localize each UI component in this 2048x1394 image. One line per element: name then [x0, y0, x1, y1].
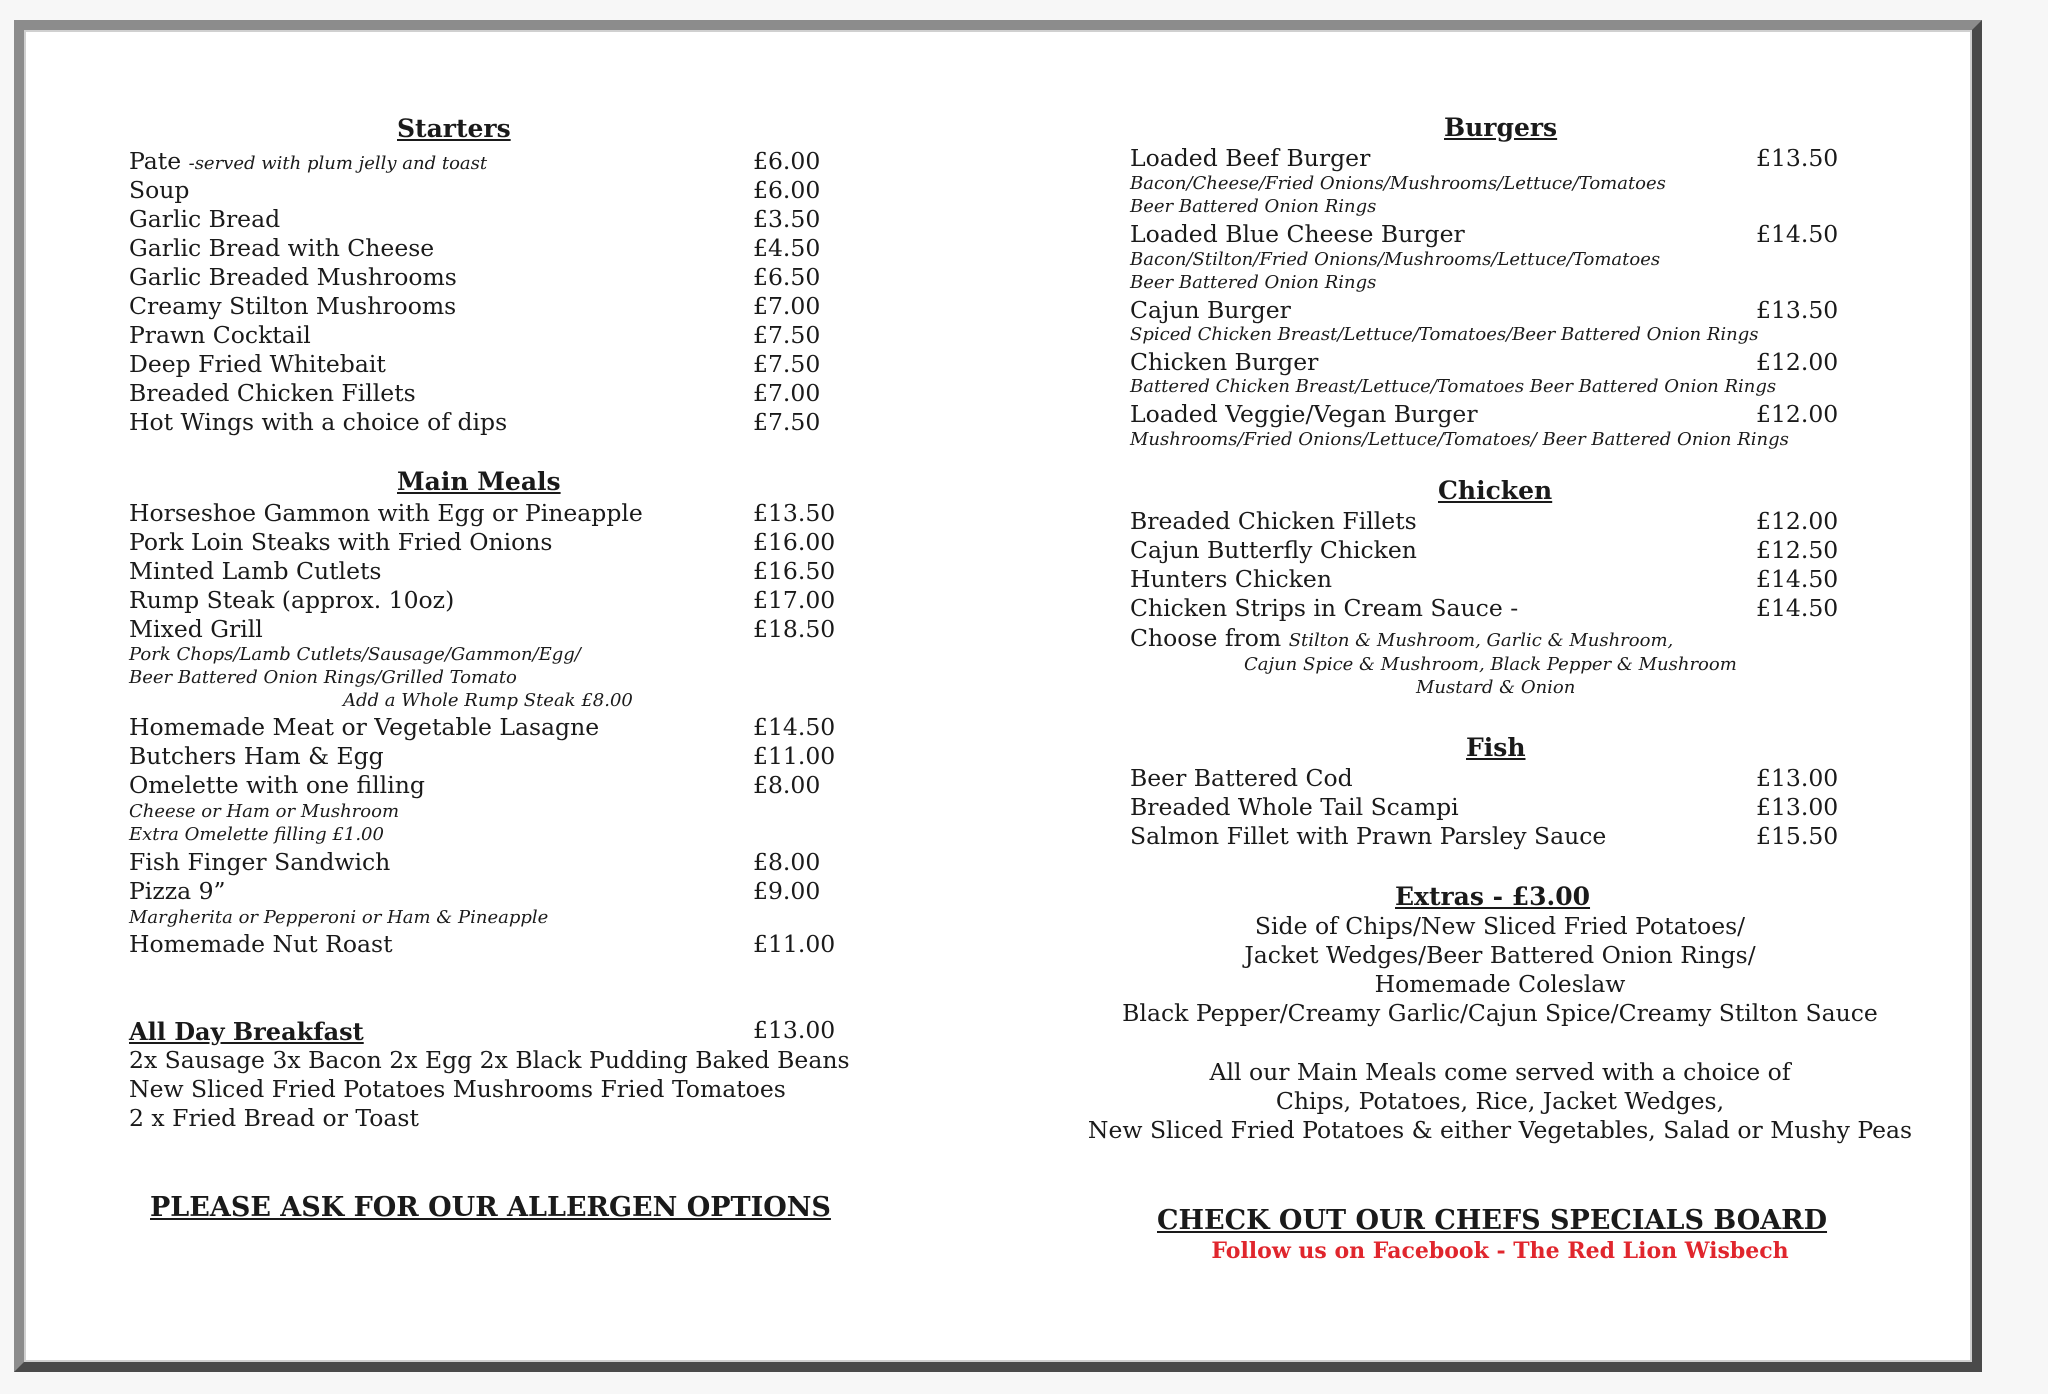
menu-item-price: £11.00: [753, 742, 836, 770]
menu-item-price: £14.50: [1756, 220, 1839, 248]
menu-item-name: Fish Finger Sandwich: [129, 848, 391, 876]
menu-item-price: £6.00: [753, 176, 821, 204]
menu-item-price: £3.50: [753, 205, 821, 233]
menu-item-name: Homemade Nut Roast: [129, 930, 393, 958]
menu-item-name: Minted Lamb Cutlets: [129, 557, 382, 585]
menu-item-price: £12.00: [1756, 400, 1839, 428]
menu-item-name: Garlic Bread with Cheese: [129, 234, 435, 262]
menu-item-desc: Mushrooms/Fried Onions/Lettuce/Tomatoes/ Beer Battered Onion Rings: [1130, 429, 1789, 450]
menu-item-desc: Bacon/Cheese/Fried Onions/Mushrooms/Lettuce/Tomatoes: [1130, 173, 1666, 194]
menu-item-name: Mixed Grill: [129, 615, 263, 643]
menu-item-price: £16.50: [753, 557, 836, 585]
menu-item-price: £12.00: [1756, 507, 1839, 535]
starters-heading: Starters: [397, 114, 511, 143]
menu-item-desc: Pork Chops/Lamb Cutlets/Sausage/Gammon/Egg/: [129, 644, 581, 665]
menu-item-price: £11.00: [753, 930, 836, 958]
menu-item-name: Homemade Meat or Vegetable Lasagne: [129, 713, 600, 741]
menu-item-name: Loaded Beef Burger: [1130, 144, 1371, 172]
menu-item-name: Soup: [129, 176, 190, 204]
menu-item-desc: Cajun Spice & Mushroom, Black Pepper & Mushroom: [1244, 654, 1737, 675]
menu-item-price: £14.50: [1756, 565, 1839, 593]
menu-item-price: £14.50: [1756, 594, 1839, 622]
menu-item-desc: Beer Battered Onion Rings: [1130, 196, 1377, 217]
menu-item-name: Salmon Fillet with Prawn Parsley Sauce: [1130, 822, 1607, 850]
main-meals-note: New Sliced Fried Potatoes & either Vegetables, Salad or Mushy Peas: [1087, 1116, 1913, 1144]
menu-item-name: Hunters Chicken: [1130, 565, 1332, 593]
breakfast-line: 2x Sausage 3x Bacon 2x Egg 2x Black Pudding Baked Beans: [129, 1046, 850, 1074]
menu-item-price: £17.00: [753, 586, 836, 614]
menu-item-name: Loaded Veggie/Vegan Burger: [1130, 400, 1478, 428]
menu-item-name: Breaded Whole Tail Scampi: [1130, 793, 1459, 821]
menu-item-name: Breaded Chicken Fillets: [129, 379, 416, 407]
extras-line: Homemade Coleslaw: [1374, 970, 1626, 998]
menu-item-price: £9.00: [753, 877, 821, 905]
menu-item-name: Horseshoe Gammon with Egg or Pineapple: [129, 499, 643, 527]
menu-item-desc: Spiced Chicken Breast/Lettuce/Tomatoes/Beer Battered Onion Rings: [1130, 324, 1759, 345]
menu-item-name: Garlic Bread: [129, 205, 281, 233]
menu-item-name: Creamy Stilton Mushrooms: [129, 292, 457, 320]
main-meals-heading: Main Meals: [397, 467, 561, 496]
menu-item-price: £18.50: [753, 615, 836, 643]
menu-item-name: Chicken Strips in Cream Sauce -: [1130, 594, 1519, 622]
breakfast-line: New Sliced Fried Potatoes Mushrooms Fried Tomatoes: [129, 1075, 786, 1103]
menu-item-price: £7.50: [753, 321, 821, 349]
menu-item-name: Cajun Butterfly Chicken: [1130, 536, 1417, 564]
menu-item-price: £15.50: [1756, 822, 1839, 850]
menu-item-name: Prawn Cocktail: [129, 321, 311, 349]
chicken-choose-line: Choose from Stilton & Mushroom, Garlic & Mushroom,: [1130, 624, 1674, 652]
menu-item-price: £14.50: [753, 713, 836, 741]
menu-item-desc: Bacon/Stilton/Fried Onions/Mushrooms/Lettuce/Tomatoes: [1130, 249, 1661, 270]
menu-item-name: Loaded Blue Cheese Burger: [1130, 220, 1465, 248]
menu-item-price: £13.00: [753, 1016, 836, 1044]
menu-item-price: £13.00: [1756, 793, 1839, 821]
breakfast-line: 2 x Fried Bread or Toast: [129, 1104, 419, 1132]
menu-item-desc: Beer Battered Onion Rings: [1130, 272, 1377, 293]
extras-heading: Extras - £3.00: [1395, 882, 1591, 911]
menu-item-price: £13.00: [1756, 764, 1839, 792]
menu-item-name: Deep Fried Whitebait: [129, 350, 386, 378]
menu-item-price: £12.00: [1756, 348, 1839, 376]
menu-item-price: £13.50: [753, 499, 836, 527]
menu-item-name: Butchers Ham & Egg: [129, 742, 384, 770]
extras-line: Black Pepper/Creamy Garlic/Cajun Spice/Creamy Stilton Sauce: [1122, 999, 1878, 1027]
menu-item-price: £8.00: [753, 848, 821, 876]
chicken-heading: Chicken: [1438, 476, 1553, 505]
menu-item-price: £12.50: [1756, 536, 1839, 564]
menu-item-price: £8.00: [753, 771, 821, 799]
breakfast-heading: All Day Breakfast: [129, 1017, 364, 1046]
fish-heading: Fish: [1466, 733, 1526, 762]
menu-item-desc: Mustard & Onion: [1416, 677, 1576, 698]
menu-item-note: -served with plum jelly and toast: [188, 153, 488, 174]
menu-item-price: £6.50: [753, 263, 821, 291]
menu-item-name: Cajun Burger: [1130, 296, 1291, 324]
menu-item-desc: Extra Omelette filling £1.00: [129, 824, 384, 845]
extras-line: Side of Chips/New Sliced Fried Potatoes/: [1254, 912, 1746, 940]
menu-page: [14, 20, 1982, 1372]
menu-item-name: Pate -served with plum jelly and toast: [129, 147, 488, 175]
menu-item-name: Hot Wings with a choice of dips: [129, 408, 508, 436]
menu-item-price: £13.50: [1756, 144, 1839, 172]
menu-item-desc: Beer Battered Onion Rings/Grilled Tomato: [129, 667, 517, 688]
menu-item-price: £16.00: [753, 528, 836, 556]
menu-item-name: Garlic Breaded Mushrooms: [129, 263, 457, 291]
burgers-heading: Burgers: [1444, 113, 1558, 142]
menu-item-name: Chicken Burger: [1130, 348, 1319, 376]
main-meals-note: All our Main Meals come served with a choice of: [1209, 1058, 1791, 1086]
menu-item-name: Pizza 9”: [129, 877, 226, 905]
menu-item-price: £7.50: [753, 350, 821, 378]
menu-item-name: Omelette with one filling: [129, 771, 425, 799]
menu-item-desc: Cheese or Ham or Mushroom: [129, 801, 400, 822]
menu-item-name: Pork Loin Steaks with Fried Onions: [129, 528, 553, 556]
menu-item-price: £7.00: [753, 292, 821, 320]
menu-item-name: Breaded Chicken Fillets: [1130, 507, 1417, 535]
extras-line: Jacket Wedges/Beer Battered Onion Rings/: [1244, 941, 1756, 969]
specials-board-notice: CHECK OUT OUR CHEFS SPECIALS BOARD: [1157, 1205, 1828, 1236]
facebook-notice: Follow us on Facebook - The Red Lion Wisbech: [1211, 1238, 1789, 1264]
menu-item-price: £4.50: [753, 234, 821, 262]
menu-item-name: Rump Steak (approx. 10oz): [129, 586, 455, 614]
menu-item-desc: Add a Whole Rump Steak £8.00: [343, 690, 633, 711]
menu-item-name: Beer Battered Cod: [1130, 764, 1353, 792]
menu-item-price: £13.50: [1756, 296, 1839, 324]
allergen-notice: PLEASE ASK FOR OUR ALLERGEN OPTIONS: [150, 1192, 831, 1223]
menu-item-desc: Battered Chicken Breast/Lettuce/Tomatoes Beer Battered Onion Rings: [1130, 376, 1777, 397]
menu-item-price: £7.50: [753, 408, 821, 436]
main-meals-note: Chips, Potatoes, Rice, Jacket Wedges,: [1275, 1087, 1725, 1115]
menu-item-price: £6.00: [753, 147, 821, 175]
menu-item-price: £7.00: [753, 379, 821, 407]
menu-item-desc: Margherita or Pepperoni or Ham & Pineapple: [129, 907, 549, 928]
